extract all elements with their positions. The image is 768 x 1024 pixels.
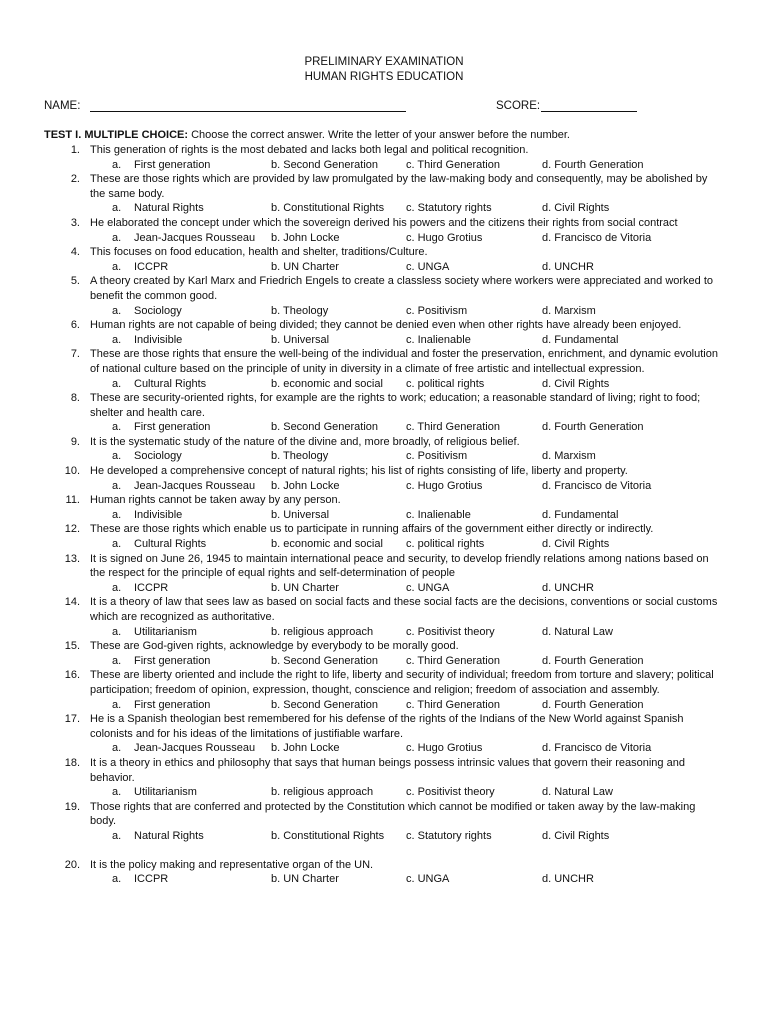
answer-option: a. Cultural Rights xyxy=(112,377,207,390)
answer-option: a. Jean-Jacques Rousseau xyxy=(112,231,256,244)
answer-option: b. John Locke xyxy=(271,231,340,244)
answer-option: a. Jean-Jacques Rousseau xyxy=(112,742,256,755)
answer-option: d. UNCHR xyxy=(542,260,594,273)
question-number: 3. xyxy=(70,216,80,229)
score-blank-line[interactable] xyxy=(541,111,637,112)
question-item xyxy=(44,800,724,844)
answer-option: a. Sociology xyxy=(112,450,182,463)
question-stem xyxy=(44,274,724,303)
question-item xyxy=(44,668,724,712)
answer-option: a. First generation xyxy=(112,421,211,434)
answer-option: c. Inalienable xyxy=(406,333,471,346)
question-stem xyxy=(44,595,724,624)
name-blank-line[interactable] xyxy=(90,111,406,112)
answer-option: c. Positivist theory xyxy=(406,786,495,799)
question-text: He developed a comprehensive concept of natural rights; his list of rights consisting of life, liberty and property. xyxy=(90,465,628,478)
question-text: These are liberty oriented and include the right to life, liberty and security of individual; freedom from torture and slavery; political participation; freedom of opinion, expression, thought, conscience and religion; freedom of association and assembly. xyxy=(90,669,714,696)
question-stem xyxy=(44,464,724,479)
question-item xyxy=(44,318,724,347)
answer-option: d. Francisco de Vitoria xyxy=(542,479,652,492)
exam-subject: HUMAN RIGHTS EDUCATION xyxy=(304,71,464,83)
answer-option: c. political rights xyxy=(406,538,485,551)
answer-option: b. Constitutional Rights xyxy=(271,202,385,215)
answer-option: c. UNGA xyxy=(406,873,450,886)
answer-option: a. Indivisible xyxy=(112,508,183,521)
question-stem xyxy=(44,493,724,508)
question-number: 9. xyxy=(70,435,80,448)
answer-options xyxy=(44,449,724,464)
answer-option: b. John Locke xyxy=(271,479,340,492)
question-text: These are God-given rights, acknowledge by everybody to be morally good. xyxy=(90,640,459,653)
question-stem xyxy=(44,756,724,785)
answer-option: d. Civil Rights xyxy=(542,377,610,390)
score-label: SCORE: xyxy=(496,100,541,112)
answer-options xyxy=(44,304,724,319)
test-instruction-text: Choose the correct answer. Write the letter of your answer before the number. xyxy=(188,129,570,141)
question-item xyxy=(44,756,724,800)
question-item xyxy=(44,639,724,668)
question-text: It is a theory of law that sees law as based on social facts and these social facts are the decisions, conventions or social customs which are recognized as authoritative. xyxy=(90,596,718,623)
question-number: 2. xyxy=(70,173,80,186)
answer-option: d. Fourth Generation xyxy=(542,421,644,434)
question-text: He elaborated the concept under which the sovereign derived his powers and the citizens their rights from social contract xyxy=(90,216,678,229)
answer-option: a. Natural Rights xyxy=(112,202,204,215)
answer-option: d. Fourth Generation xyxy=(542,698,644,711)
answer-option: a. Natural Rights xyxy=(112,829,204,842)
question-stem xyxy=(44,245,724,260)
question-text: These are security-oriented rights, for example are the rights to work; education; a reasonable standard of living; right to food; shelter and health care. xyxy=(90,392,701,419)
answer-option: a. ICCPR xyxy=(112,260,169,273)
answer-options xyxy=(44,420,724,435)
answer-option: c. Statutory rights xyxy=(406,829,492,842)
question-stem xyxy=(44,668,724,697)
question-item xyxy=(44,143,724,172)
question-text: It is signed on June 26, 1945 to maintain international peace and security, to develop friendly relations among nations based on the respect for the principle of equal rights and self-determination of people xyxy=(90,552,709,580)
question-text: Those rights that are conferred and protected by the Constitution which cannot be modified or taken away by the law-making body. xyxy=(90,800,696,828)
answer-option: a. ICCPR xyxy=(112,581,169,594)
answer-option: b. economic and social xyxy=(271,538,383,551)
answer-option: a. First generation xyxy=(112,158,211,171)
question-item xyxy=(44,435,724,464)
question-text: It is a theory in ethics and philosophy that says that human beings possess intrinsic values that govern their reasoning and behavior. xyxy=(90,756,685,784)
answer-options xyxy=(44,625,724,640)
question-stem xyxy=(44,172,724,201)
answer-option: d. Civil Rights xyxy=(542,829,610,842)
answer-option: b. UN Charter xyxy=(271,260,339,273)
answer-option: c. UNGA xyxy=(406,581,450,594)
question-text: These are those rights that ensure the well-being of the individual and foster the preservation, enrichment, and dynamic evolution of national culture based on the principle of unity in diversity in a climate of free artistic and intellectual expression. xyxy=(90,348,718,375)
question-number: 8. xyxy=(70,392,80,405)
answer-option: d. Fourth Generation xyxy=(542,158,644,171)
question-number: 6. xyxy=(70,319,80,332)
question-number: 7. xyxy=(70,348,80,361)
question-text: It is the policy making and representative organ of the UN. xyxy=(90,858,374,871)
answer-options xyxy=(44,872,724,887)
question-stem xyxy=(44,552,724,581)
answer-option: a. Jean-Jacques Rousseau xyxy=(112,479,256,492)
answer-option: c. Third Generation xyxy=(406,421,500,434)
question-stem xyxy=(44,318,724,333)
question-item xyxy=(44,347,724,391)
question-number: 18. xyxy=(64,756,80,769)
answer-option: b. economic and social xyxy=(271,377,383,390)
question-number: 5. xyxy=(70,275,80,288)
answer-option: b. religious approach xyxy=(271,786,374,799)
answer-options xyxy=(44,581,724,596)
answer-option: b. UN Charter xyxy=(271,873,339,886)
question-number: 19. xyxy=(64,800,80,813)
answer-options xyxy=(44,741,724,756)
question-stem xyxy=(44,800,724,829)
question-stem xyxy=(44,435,724,450)
answer-options xyxy=(44,654,724,669)
answer-option: a. ICCPR xyxy=(112,873,169,886)
answer-option: c. Hugo Grotius xyxy=(406,231,483,244)
question-stem xyxy=(44,858,724,873)
question-number: 15. xyxy=(64,640,80,653)
answer-option: c. Hugo Grotius xyxy=(406,742,483,755)
answer-option: c. Positivism xyxy=(406,304,468,317)
name-score-row xyxy=(44,99,744,115)
answer-options xyxy=(44,829,724,844)
question-item xyxy=(44,522,724,551)
answer-option: b. John Locke xyxy=(271,742,340,755)
answer-option: b. UN Charter xyxy=(271,581,339,594)
answer-option: d. Civil Rights xyxy=(542,538,610,551)
answer-option: a. First generation xyxy=(112,698,211,711)
question-stem xyxy=(44,522,724,537)
answer-option: d. Francisco de Vitoria xyxy=(542,231,652,244)
answer-option: d. UNCHR xyxy=(542,581,594,594)
answer-option: b. Theology xyxy=(271,450,329,463)
question-number: 11. xyxy=(65,494,80,507)
question-item xyxy=(44,712,724,756)
question-stem xyxy=(44,639,724,654)
question-item xyxy=(44,274,724,318)
question-stem xyxy=(44,712,724,741)
test-label: TEST I. MULTIPLE CHOICE: xyxy=(44,129,189,141)
answer-option: a. Utilitarianism xyxy=(112,625,197,638)
answer-option: d. Francisco de Vitoria xyxy=(542,742,652,755)
exam-title: PRELIMINARY EXAMINATION xyxy=(304,56,464,68)
answer-option: b. religious approach xyxy=(271,625,374,638)
answer-option: d. Fundamental xyxy=(542,508,619,521)
answer-option: d. Natural Law xyxy=(542,625,613,638)
question-number: 4. xyxy=(70,246,80,259)
answer-option: d. Fourth Generation xyxy=(542,654,644,667)
question-text: This generation of rights is the most debated and lacks both legal and political recognition. xyxy=(90,144,529,156)
question-item xyxy=(44,858,724,887)
answer-option: b. Constitutional Rights xyxy=(271,829,385,842)
question-text: It is the systematic study of the nature of the divine and, more broadly, of religious belief. xyxy=(90,435,520,448)
answer-option: c. Inalienable xyxy=(406,508,471,521)
answer-option: b. Theology xyxy=(271,304,329,317)
question-number: 10. xyxy=(64,465,80,478)
answer-option: d. Marxism xyxy=(542,450,596,463)
answer-option: a. Indivisible xyxy=(112,333,183,346)
answer-option: c. Positivist theory xyxy=(406,625,495,638)
question-stem xyxy=(44,216,724,231)
name-label: NAME: xyxy=(44,100,81,112)
answer-options xyxy=(44,479,724,494)
question-text: Human rights cannot be taken away by any person. xyxy=(90,494,341,507)
answer-options xyxy=(44,537,724,552)
answer-option: d. Civil Rights xyxy=(542,202,610,215)
question-item xyxy=(44,172,724,216)
question-number: 1. xyxy=(70,144,80,156)
answer-options xyxy=(44,377,724,392)
question-number: 17. xyxy=(64,713,80,726)
answer-options xyxy=(44,785,724,800)
answer-option: c. Statutory rights xyxy=(406,202,492,215)
answer-option: c. Third Generation xyxy=(406,158,500,171)
question-text: He is a Spanish theologian best remembered for his defense of the rights of the Indians of the New World against Spanish colonists and for his ideas of the limitations of justifiable warfare. xyxy=(90,713,684,740)
answer-option: b. Universal xyxy=(271,333,330,346)
answer-options xyxy=(44,231,724,246)
answer-options xyxy=(44,508,724,523)
question-number: 20. xyxy=(64,858,80,871)
answer-option: b. Second Generation xyxy=(271,158,379,171)
answer-option: a. First generation xyxy=(112,654,211,667)
answer-option: a. Sociology xyxy=(112,304,182,317)
answer-options xyxy=(44,333,724,348)
answer-option: c. Positivism xyxy=(406,450,468,463)
answer-option: c. Third Generation xyxy=(406,654,500,667)
question-text: Human rights are not capable of being divided; they cannot be denied even when other rights have already been enjoyed. xyxy=(90,319,682,332)
answer-option: b. Second Generation xyxy=(271,654,379,667)
question-text: These are those rights which enable us to participate in running affairs of the government either directly or indirectly. xyxy=(90,523,654,536)
answer-option: d. UNCHR xyxy=(542,873,594,886)
answer-options xyxy=(44,158,724,173)
answer-option: c. Hugo Grotius xyxy=(406,479,483,492)
question-item xyxy=(44,552,724,596)
question-stem xyxy=(44,347,724,376)
answer-option: c. political rights xyxy=(406,377,485,390)
question-number: 14. xyxy=(64,596,80,609)
test-instruction xyxy=(44,128,744,143)
question-text: This focuses on food education, health and shelter, traditions/Culture. xyxy=(90,246,428,259)
answer-option: b. Second Generation xyxy=(271,421,379,434)
answer-option: d. Natural Law xyxy=(542,786,613,799)
answer-option: c. UNGA xyxy=(406,260,450,273)
question-stem xyxy=(44,391,724,420)
question-number: 13. xyxy=(64,552,80,565)
answer-option: a. Utilitarianism xyxy=(112,786,197,799)
answer-options xyxy=(44,201,724,216)
question-item xyxy=(44,391,724,435)
answer-options xyxy=(44,260,724,275)
question-item xyxy=(44,216,724,245)
question-text: A theory created by Karl Marx and Friedrich Engels to create a classless society where workers were appreciated and worked to benefit the common good. xyxy=(90,275,714,302)
question-item xyxy=(44,595,724,639)
question-list xyxy=(44,143,724,887)
question-text: These are those rights which are provided by law promulgated by the law-making body and consequently, may be abolished by the same body. xyxy=(90,173,708,200)
question-stem xyxy=(44,143,724,158)
question-item xyxy=(44,464,724,493)
question-number: 16. xyxy=(64,669,80,682)
answer-option: a. Cultural Rights xyxy=(112,538,207,551)
answer-options xyxy=(44,698,724,713)
question-number: 12. xyxy=(64,523,80,536)
question-item xyxy=(44,493,724,522)
answer-option: c. Third Generation xyxy=(406,698,500,711)
answer-option: b. Second Generation xyxy=(271,698,379,711)
question-item xyxy=(44,245,724,274)
answer-option: d. Marxism xyxy=(542,304,596,317)
answer-option: d. Fundamental xyxy=(542,333,619,346)
answer-option: b. Universal xyxy=(271,508,330,521)
